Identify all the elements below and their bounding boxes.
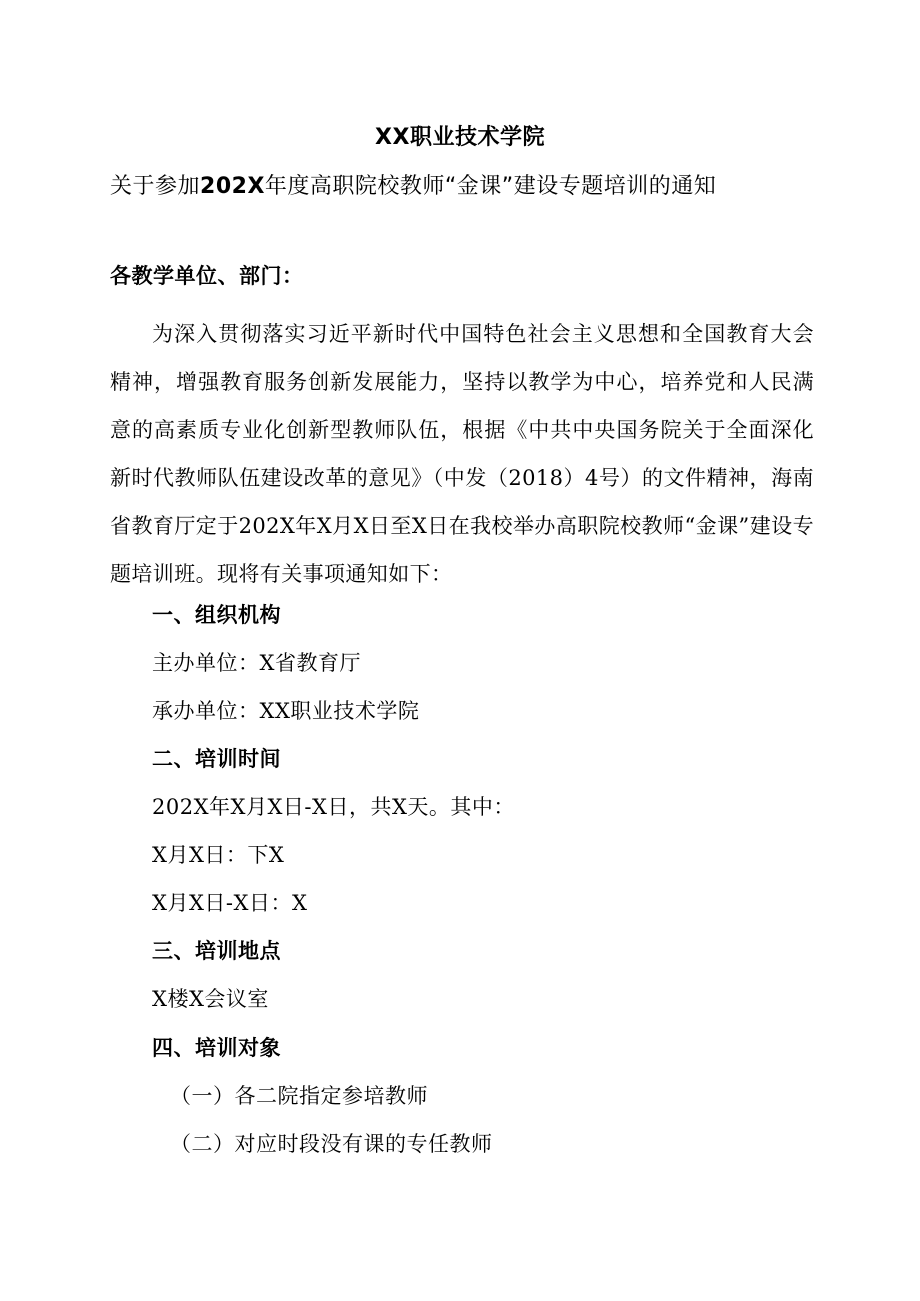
salutation: 各教学单位、部门：	[110, 264, 304, 288]
title-subject-year: 202X	[200, 174, 265, 199]
section-heading-location: 三、培训地点	[152, 939, 281, 963]
location-place: X楼X会议室	[152, 987, 269, 1011]
participants-item-2: （二）对应时段没有课的专任教师	[170, 1132, 493, 1156]
section-heading-organization: 一、组织机构	[152, 603, 281, 627]
title-subject-prefix: 关于参加	[110, 174, 201, 199]
document-title-subject	[110, 173, 716, 201]
intro-paragraph: 为深入贯彻落实习近平新时代中国特色社会主义思想和全国教育大会精神，增强教育服务创新发展能力，坚持以教学为中心，培养党和人民满意的高素质专业化创新型教师队伍，根据《中共中央国务院关于全面深化新时代教师队伍建设改革的意见》（中发（2018）4号）的文件精神，海南省教育厅定于202X年X月X日至X日在我校举办高职院校教师“金课”建设专题培训班。现将有关事项通知如下：	[110, 322, 814, 586]
organization-host: 主办单位：X省教育厅	[152, 651, 361, 675]
time-line-1: X月X日：下X	[152, 843, 285, 867]
section-heading-participants: 四、培训对象	[152, 1036, 281, 1060]
organization-organizer: 承办单位：XX职业技术学院	[152, 699, 420, 723]
participants-item-1: （一）各二院指定参培教师	[170, 1084, 428, 1108]
time-summary: 202X年X月X日-X日，共X天。其中：	[152, 795, 515, 819]
title-subject-rest: 年度高职院校教师“金课”建设专题培训的通知	[264, 174, 717, 199]
document-title-institution: XX职业技术学院	[375, 125, 545, 150]
time-line-2: X月X日-X日：X	[152, 891, 308, 915]
section-heading-time: 二、培训时间	[152, 747, 281, 771]
